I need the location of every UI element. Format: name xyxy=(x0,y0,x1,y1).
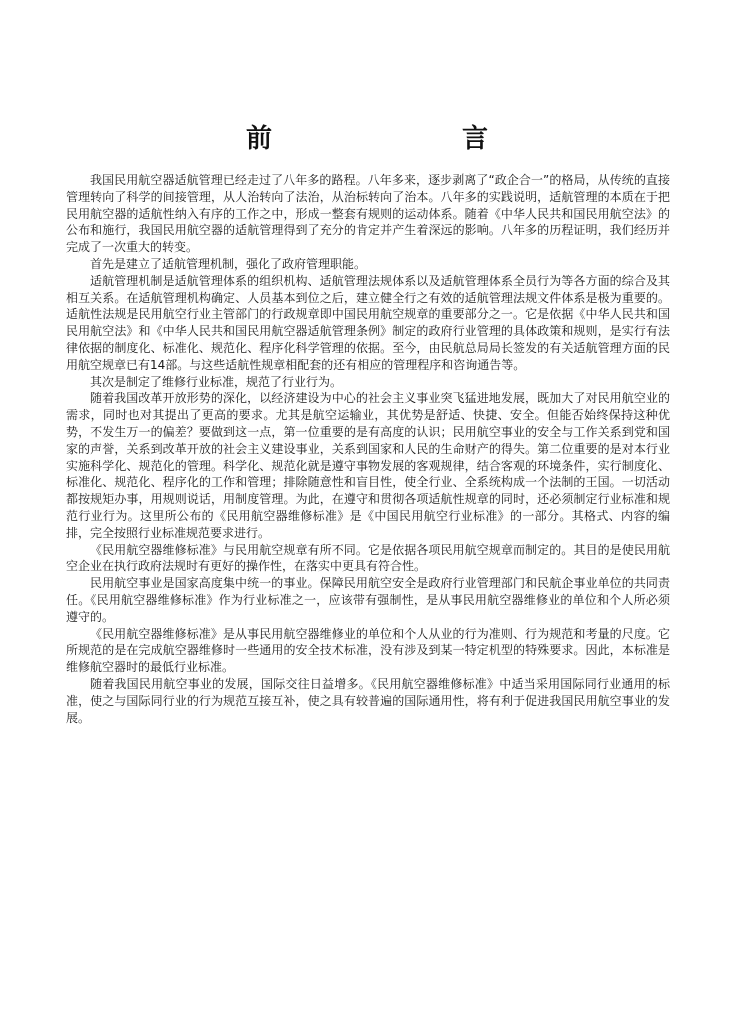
body-text xyxy=(66,172,670,726)
paragraph-9: 随着我国民用航空事业的发展，国际交往日益增多。《民用航空器维修标准》中适当采用国际同行业通用的标准，使之与国际同行业的行为规范互接互补，使之具有较普遍的国际通用性，将有利于促进我国民用航空事业的发展。 xyxy=(66,676,670,725)
paragraph-7: 民用航空事业是国家高度集中统一的事业。保障民用航空安全是政府行业管理部门和民航企事业单位的共同责任。《民用航空器维修标准》作为行业标准之一，应该带有强制性，是从事民用航空器维修业的单位和个人所必须遵守的。 xyxy=(66,576,670,624)
paragraph-4: 其次是制定了维修行业标准，规范了行业行为。 xyxy=(90,374,343,389)
paragraph-6: 《民用航空器维修标准》与民用航空规章有所不同。它是依据各项民用航空规章而制定的。其目的是使民用航空企业在执行政府法规时有更好的操作性，在落实中更具有符合性。 xyxy=(66,542,670,574)
page-title: 前 言 xyxy=(245,124,570,154)
paragraph-2: 首先是建立了适航管理机制，强化了政府管理职能。 xyxy=(90,256,367,271)
paragraph-5: 随着我国改革开放形势的深化，以经济建设为中心的社会主义事业突飞猛进地发展，既加大了对民用航空业的需求，同时也对其提出了更高的要求。尤其是航空运输业，其优势是舒适、快捷、安全。但能否始终保持这种优势，不发生万一的偏差？要做到这一点，第一位重要的是有高度的认识；民用航空事业的安全与工作关系到党和国家的声誉，关系到改革开放的社会主义建设事业，关系到国家和人民的生命财产的得失。第二位重要的是对本行业实施科学化、规范化的管理。科学化、规范化就是遵守事物发展的客观规律，结合客观的环境条件，实行制度化、标准化、规范化、程序化的工作和管理；排除随意性和盲目性，使全行业、全系统构成一个法制的王国。一切活动都按规矩办事，用规则说话，用制度管理。为此，在遵守和贯彻各项适航性规章的同时，还必须制定行业标准和规范行业行为。这里所公布的《民用航空器维修标准》是《中国民用航空行业标准》的一部分。其格式、内容的编排，完全按照行业标准规范要求进行。 xyxy=(66,391,670,540)
paragraph-8: 《民用航空器维修标准》是从事民用航空器维修业的单位和个人从业的行为准则、行为规范和考量的尺度。它所规范的是在完成航空器维修时一些通用的安全技术标准，没有涉及到某一特定机型的特殊要求。因此，本标准是维修航空器时的最低行业标准。 xyxy=(66,626,670,675)
paragraph-3: 适航管理机制是适航管理体系的组织机构、适航管理法规体系以及适航管理体系全员行为等各方面的综合及其相互关系。在适航管理机构确定、人员基本到位之后，建立健全行之有效的适航管理法规文件体系是极为重要的。适航性法规是民用航空行业主管部门的行政规章即中国民用航空规章的重要部分之一。它是依据《中华人民共和国民用航空法》和《中华人民共和国民用航空器适航管理条例》制定的政府行业管理的具体政策和规则，是实行有法律依据的制度化、标准化、规范化、程序化科学管理的依据。至今，由民航总局局长签发的有关适航管理方面的民用航空规章已有14部。与这些适航性规章相配套的还有相应的管理程序和咨询通告等。 xyxy=(66,273,670,372)
paragraph-1: 我国民用航空器适航管理已经走过了八年多的路程。八年多来，逐步剥离了“政企合一”的格局，从传统的直接管理转向了科学的间接管理，从人治转向了法治，从治标转向了治本。八年多的实践说明，适航管理的本质在于把民用航空器的适航性纳入有序的工作之中，形成一整套有规则的运动体系。随着《中华人民共和国民用航空法》的公布和施行，我国民用航空器的适航管理得到了充分的肯定并产生着深远的影响。八年多的历程证明，我们经历并完成了一次重大的转变。 xyxy=(66,173,670,255)
